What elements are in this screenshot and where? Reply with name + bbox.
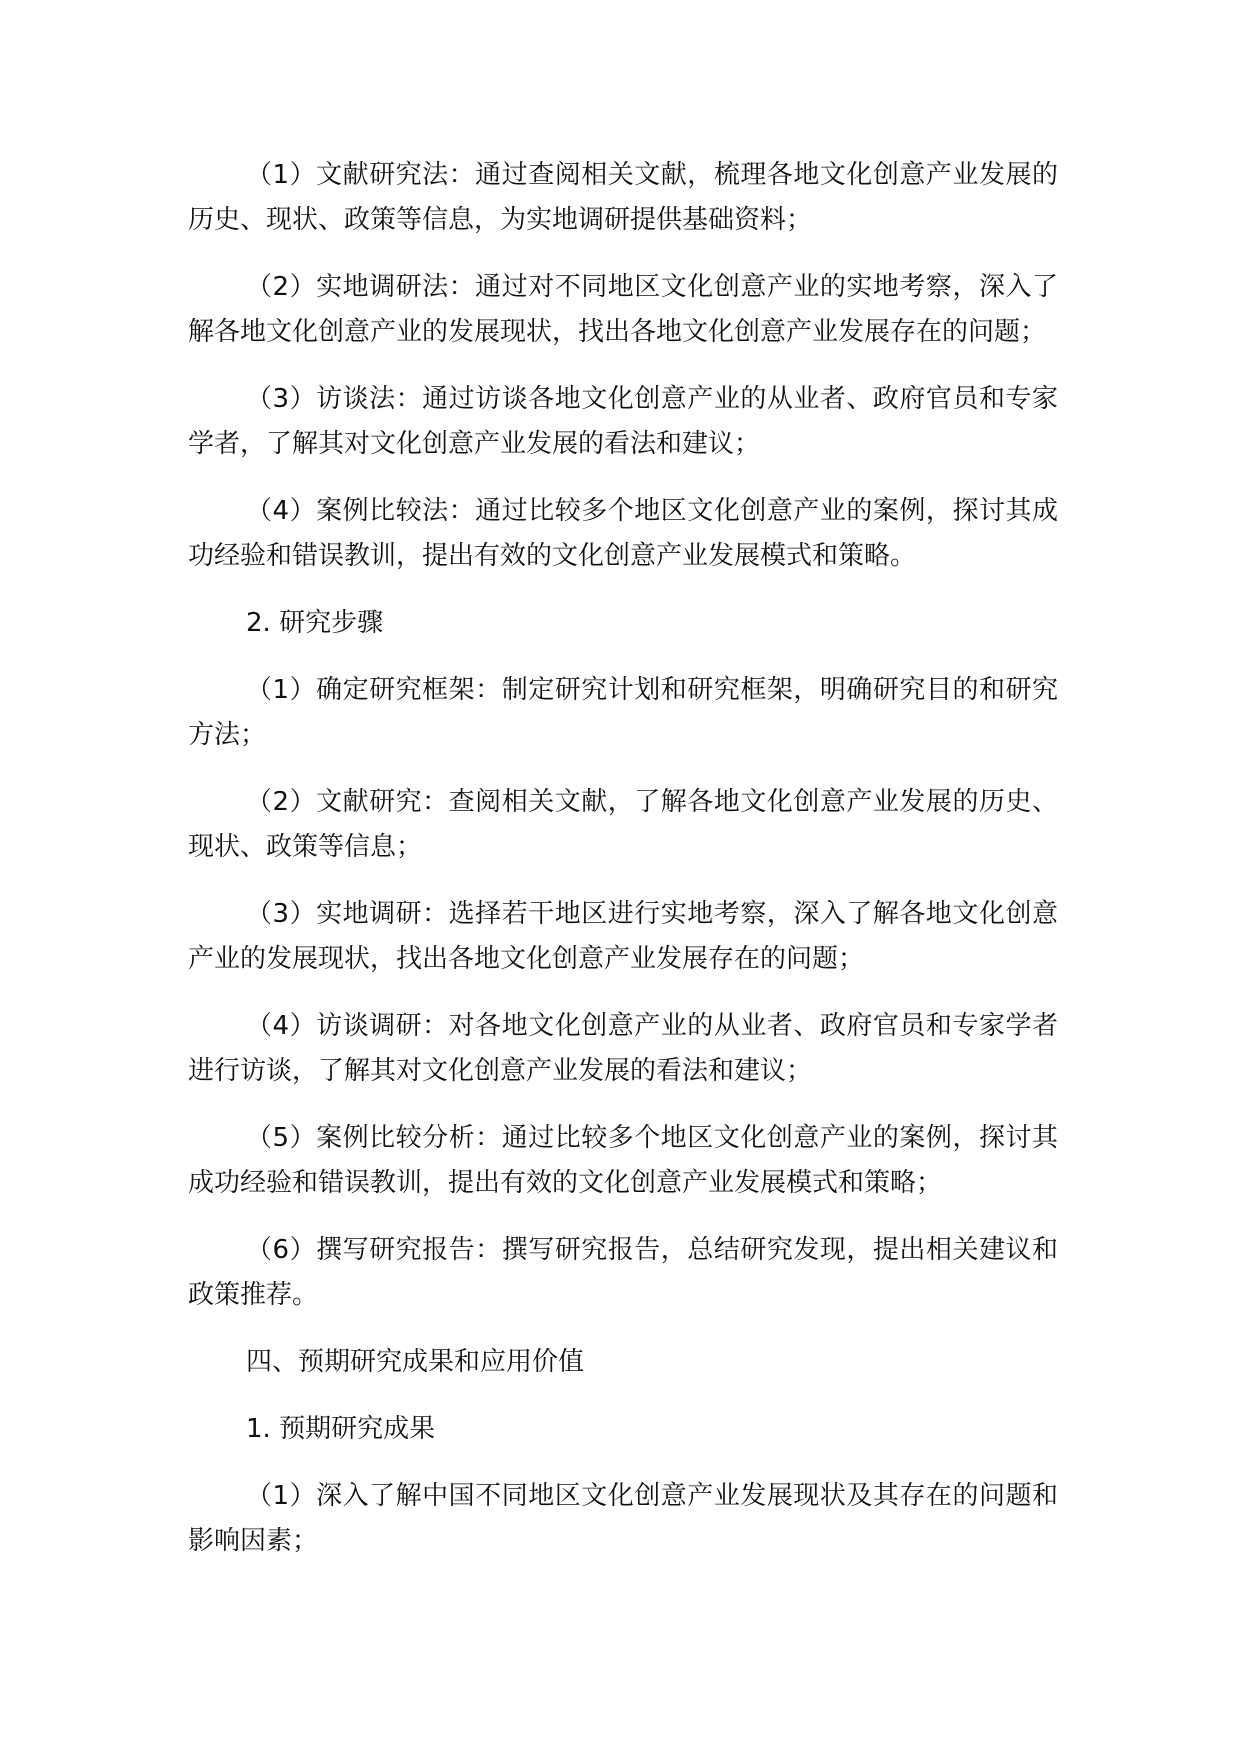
paragraph-step-case-analysis: （5）案例比较分析：通过比较多个地区文化创意产业的案例，探讨其成功经验和错误教训，提出有效的文化创意产业发展模式和策略； bbox=[188, 1123, 1058, 1198]
paragraph-step-fieldwork: （3）实地调研：选择若干地区进行实地考察，深入了解各地文化创意产业的发展现状，找出各地文化创意产业发展存在的问题； bbox=[188, 899, 1058, 974]
section-heading-research-steps: 2. 研究步骤 bbox=[246, 608, 384, 638]
document-body bbox=[188, 153, 1058, 1586]
section-heading-expected-results: 四、预期研究成果和应用价值 bbox=[246, 1347, 585, 1377]
paragraph-step-framework: （1）确定研究框架：制定研究计划和研究框架，明确研究目的和研究方法； bbox=[188, 675, 1058, 750]
subsection-heading-expected-outcomes: 1. 预期研究成果 bbox=[246, 1414, 436, 1444]
paragraph-outcome-1: （1）深入了解中国不同地区文化创意产业发展现状及其存在的问题和影响因素； bbox=[188, 1481, 1058, 1556]
paragraph-step-report: （6）撰写研究报告：撰写研究报告，总结研究发现，提出相关建议和政策推荐。 bbox=[188, 1235, 1058, 1310]
paragraph-method-literature: （1）文献研究法：通过查阅相关文献，梳理各地文化创意产业发展的历史、现状、政策等信息，为实地调研提供基础资料； bbox=[188, 160, 1058, 235]
paragraph-method-interview: （3）访谈法：通过访谈各地文化创意产业的从业者、政府官员和专家学者，了解其对文化创意产业发展的看法和建议； bbox=[188, 384, 1058, 459]
paragraph-method-fieldwork: （2）实地调研法：通过对不同地区文化创意产业的实地考察，深入了解各地文化创意产业的发展现状，找出各地文化创意产业发展存在的问题； bbox=[188, 272, 1058, 347]
paragraph-method-case-comparison: （4）案例比较法：通过比较多个地区文化创意产业的案例，探讨其成功经验和错误教训，提出有效的文化创意产业发展模式和策略。 bbox=[188, 496, 1058, 571]
paragraph-step-interview: （4）访谈调研：对各地文化创意产业的从业者、政府官员和专家学者进行访谈，了解其对文化创意产业发展的看法和建议； bbox=[188, 1011, 1058, 1086]
paragraph-step-literature: （2）文献研究：查阅相关文献，了解各地文化创意产业发展的历史、现状、政策等信息； bbox=[188, 787, 1058, 862]
